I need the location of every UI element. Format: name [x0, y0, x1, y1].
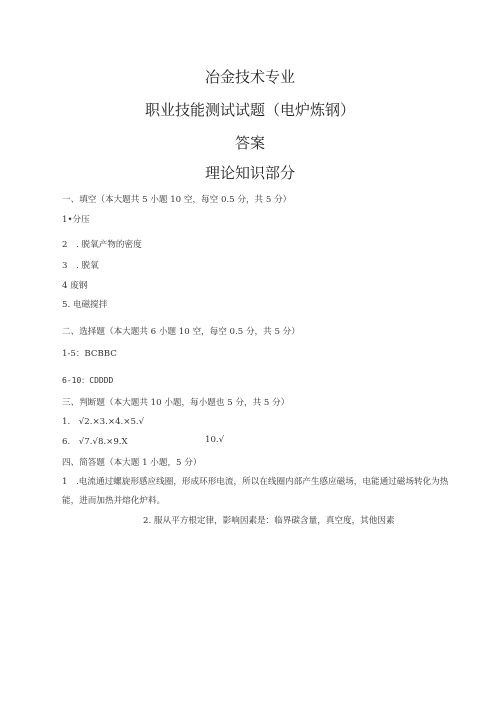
doc-title-major: 冶金技术专业 [204, 68, 295, 86]
short-answer-1-line-1: 1 .电流通过螺旋形感应线圈，形成环形电流，所以在线圈内部产生感应磁场，电能通过磁场转化为热 [62, 477, 449, 487]
choice-answers-1-5: 1-5：BCBBC [62, 349, 117, 359]
choice-answers-6-10: 6-10：CDDDD [62, 376, 114, 385]
short-answer-1-line-2: 能，进而加热并熔化炉料。 [62, 496, 166, 506]
doc-title-exam: 职业技能测试试题（电炉炼钢） [144, 101, 355, 119]
judge-answers-row-1: 1. √2.×3.×4.×5.√ [62, 417, 145, 427]
section-fill-heading: 一、填空（本大题共 5 小题 10 空，每空 0.5 分，共 5 分） [62, 195, 292, 205]
section-judge-heading: 三、判断题（本大题共 10 小题，每小题也 5 分，共 5 分） [62, 398, 290, 408]
fill-answer-1: 1•分压 [62, 215, 90, 225]
section-choice-heading: 二、选择题（本大题共 6 小题 10 空，每空 0.5 分，共 5 分） [62, 327, 300, 337]
fill-answer-4: 4 废钢 [62, 281, 88, 291]
section-short-heading: 四、简答题（本大题 1 小题，5 分） [62, 458, 202, 468]
doc-title-theory: 理论知识部分 [204, 164, 295, 182]
fill-answer-5: 5. 电磁搅拌 [62, 300, 108, 310]
judge-answer-10: 10.√ [205, 435, 225, 445]
short-answer-2: 2. 服从平方根定律，影响因素是：临界碳含量，真空度，其他因素 [143, 516, 395, 526]
judge-answers-row-2: 6. √7.√8.×9.X [62, 437, 128, 447]
doc-title-answers: 答案 [234, 134, 265, 152]
fill-answer-2: 2 . 脱氧产物的密度 [62, 240, 142, 250]
fill-answer-3: 3 . 脱氧 [62, 261, 99, 271]
